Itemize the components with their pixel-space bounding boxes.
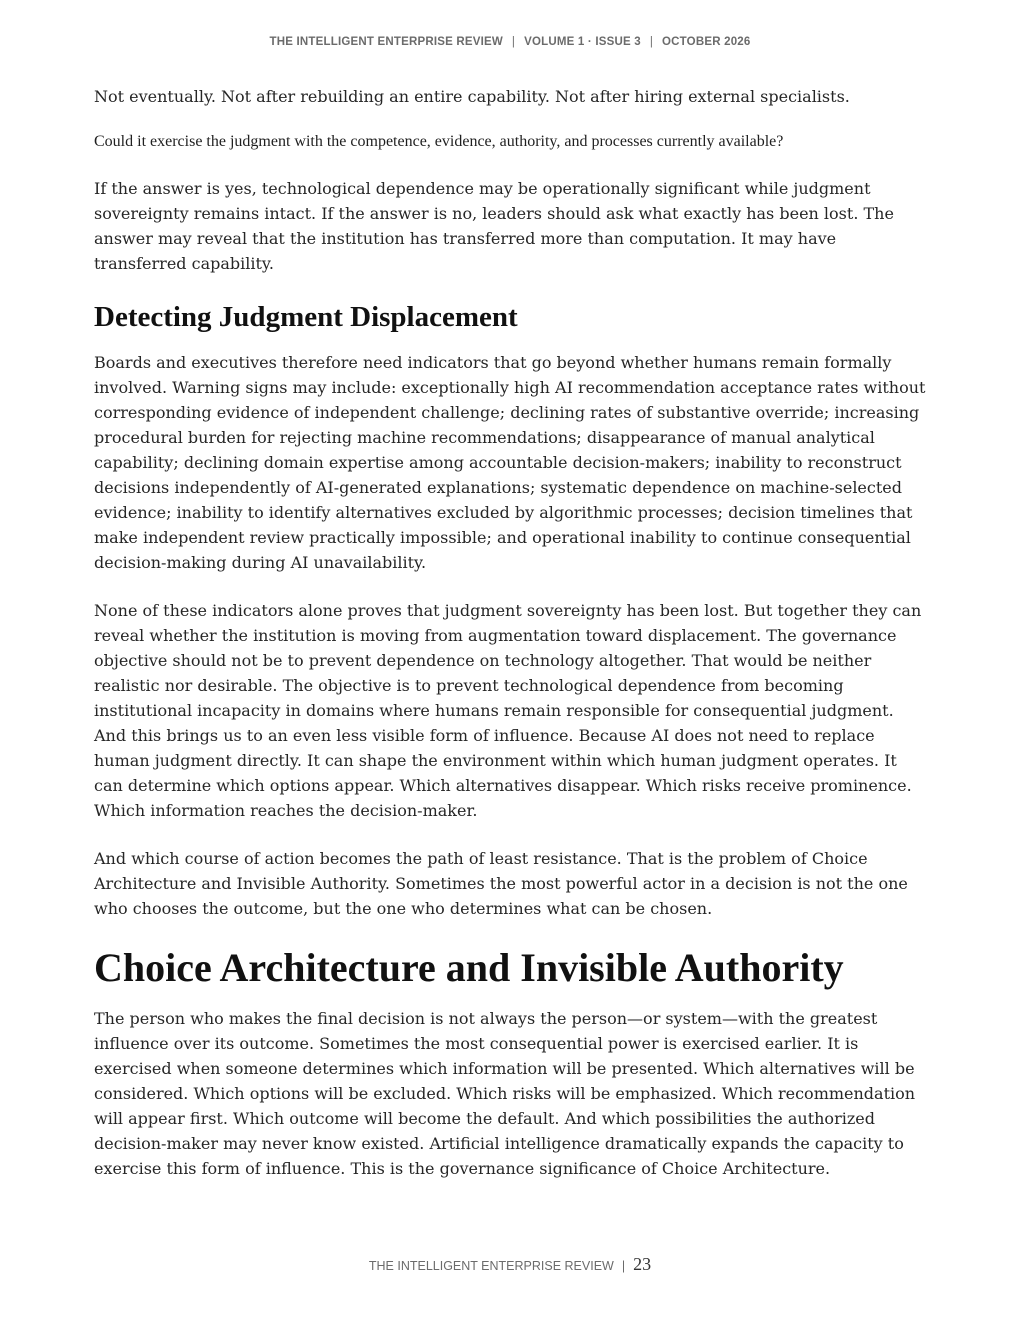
paragraph: If the answer is yes, technological dependence may be operationally significant while judgment sovereignty remains intact. If the answer is no, leaders should ask what exactly has been lost. The answer may reveal that the institution has transferred more than computation. It may have transferred capability.: [94, 179, 894, 273]
header-date: OCTOBER 2026: [662, 36, 751, 48]
footer-publication: THE INTELLIGENT ENTERPRISE REVIEW: [368, 1259, 614, 1273]
paragraph: None of these indicators alone proves that judgment sovereignty has been lost. But together they can reveal whether the institution is moving from augmentation toward displacement. The governance objective should not be to prevent dependence on technology altogether. That would be neither realistic nor desirable. The objective is to prevent technological dependence from becoming institutional incapacity in domains where humans remain responsible for consequential judgment. And this brings us to an even less visible form of influence. Because AI does not need to replace human judgment directly. It can shape the environment within which human judgment operates. It can determine which options appear. Which alternatives disappear. Which risks receive prominence. Which information reaches the decision-maker.: [94, 601, 922, 820]
header-issue: VOLUME 1 · ISSUE 3: [524, 36, 641, 48]
chapter-heading: Choice Architecture and Invisible Authority: [94, 945, 844, 990]
header-separator: |: [649, 36, 654, 48]
running-header: [0, 36, 1020, 48]
paragraph: The person who makes the final decision is not always the person—or system—with the greatest influence over its outcome. Sometimes the most consequential power is exercised earlier. It is exercised when someone determines which information will be presented. Which alternatives will be considered. Which options will be excluded. Which risks will be emphasized. Which recommendation will appear first. Which outcome will become the default. And which possibilities the authorized decision-maker may never know existed. Artificial intelligence dramatically expands the capacity to exercise this form of influence. This is the governance significance of Choice Architecture.: [94, 1009, 916, 1178]
paragraph: Not eventually. Not after rebuilding an entire capability. Not after hiring external specialists.: [94, 87, 850, 106]
question-paragraph: Could it exercise the judgment with the competence, evidence, authority, and processes currently available?: [94, 133, 784, 150]
header-publication: THE INTELLIGENT ENTERPRISE REVIEW: [269, 36, 503, 48]
paragraph: Boards and executives therefore need indicators that go beyond whether humans remain formally involved. Warning signs may include: exceptionally high AI recommendation acceptance rates without corresponding evidence of independent challenge; declining rates of substantive override; increasing procedural burden for rejecting machine recommendations; disappearance of manual analytical capability; declining domain expertise among accountable decision-makers; inability to reconstruct decisions independently of AI-generated explanations; systematic dependence on machine-selected evidence; inability to identify alternatives excluded by algorithmic processes; decision timelines that make independent review practically impossible; and operational inability to continue consequential decision-making during AI unavailability.: [94, 353, 926, 572]
section-heading: Detecting Judgment Displacement: [94, 301, 518, 333]
footer-separator: |: [621, 1259, 626, 1273]
article-body: [94, 84, 930, 1204]
page-number: 23: [633, 1254, 652, 1274]
page-footer: [0, 1254, 1020, 1275]
header-separator: |: [511, 36, 516, 48]
paragraph: And which course of action becomes the path of least resistance. That is the problem of Choice Architecture and Invisible Authority. Sometimes the most powerful actor in a decision is not the one who chooses the outcome, but the one who determines what can be chosen.: [94, 849, 908, 918]
